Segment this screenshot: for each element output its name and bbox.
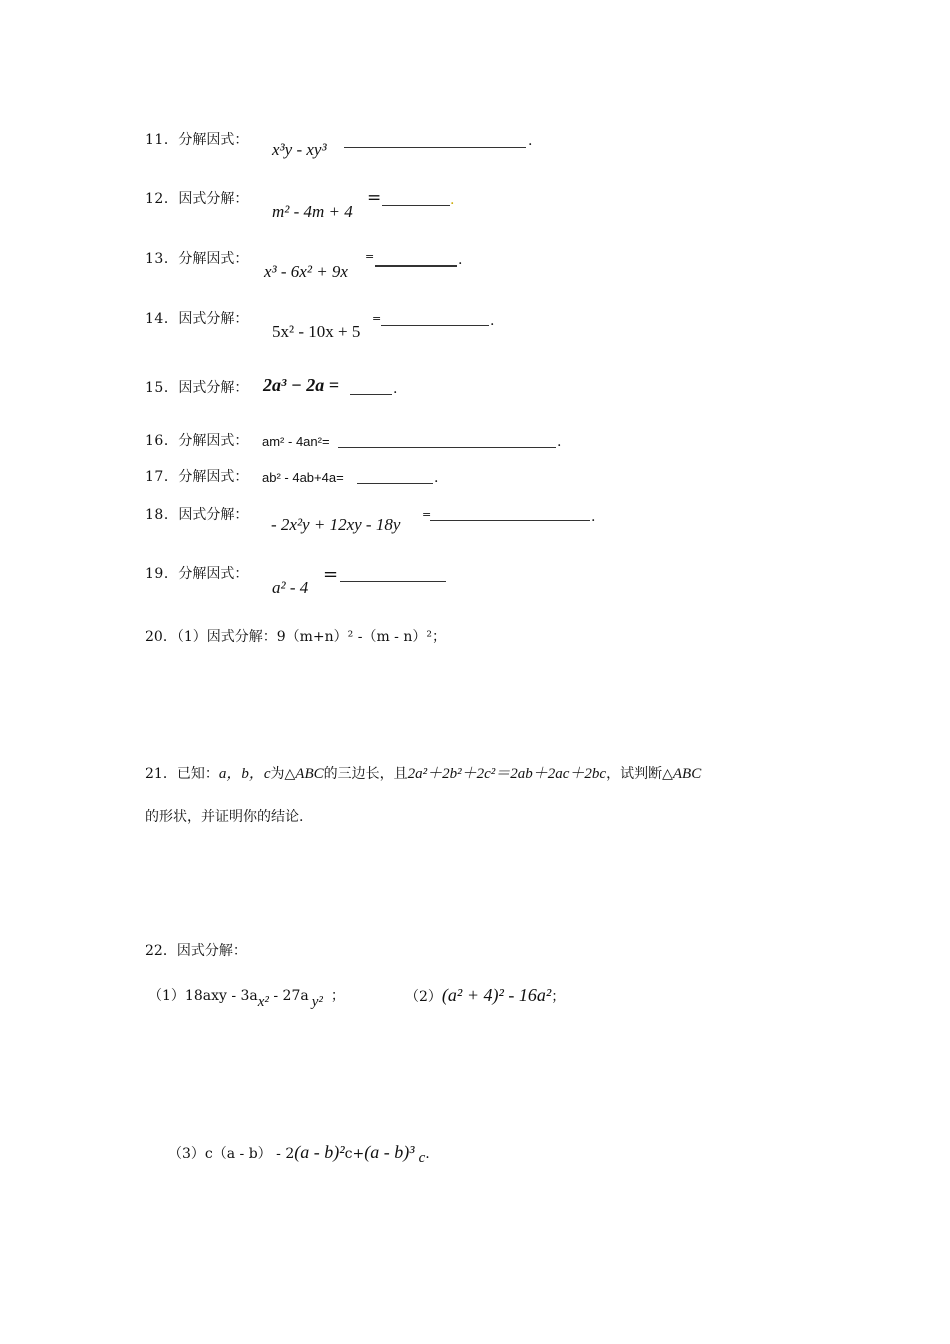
question-label: 分解因式： [178, 469, 249, 485]
q15-answer-blank[interactable] [350, 394, 392, 395]
question-label: 因式分解： [178, 507, 249, 523]
question-label: 因式分解： [178, 311, 249, 327]
q22-p3-expression1: (a - b)² [294, 1142, 345, 1162]
question-number: 15． [145, 380, 179, 396]
q11-expression: x³y - xy³ [272, 140, 327, 159]
question-label: 因式分解： [178, 380, 249, 396]
q19-expression: a² - 4 [272, 578, 309, 597]
q14-period: . [490, 313, 495, 329]
question-21-line2: 的形状，并证明你的结论. [145, 809, 304, 825]
q22-p1-x-term: x² [257, 994, 269, 1010]
q21-vars: a，b，c [218, 766, 271, 782]
question-18 [145, 508, 248, 522]
q12-expression: m² - 4m + 4 [272, 202, 353, 221]
q22-p3-mid: c+ [344, 1146, 365, 1162]
q12-period: . [450, 192, 455, 208]
q11-period: . [528, 133, 533, 149]
q22-part1 [148, 985, 345, 1010]
q12-equals: = [367, 188, 382, 208]
question-22-title: 22．因式分解： [145, 943, 247, 959]
q22-p2-prefix: （2） [405, 989, 442, 1005]
question-number: 17． [145, 469, 179, 485]
question-14 [145, 312, 248, 326]
q14-equals: = [372, 312, 382, 325]
question-number: 14． [145, 311, 179, 327]
q22-p3-c: c [418, 1150, 426, 1166]
question-number: 18． [145, 507, 179, 523]
q21-equation: 2a²＋2b²＋2c²＝2ab＋2ac＋2bc [407, 766, 607, 782]
question-number: 19． [145, 566, 179, 582]
q21-text: ，试判断△ [606, 766, 673, 782]
q22-p1-y-term: y² [311, 994, 323, 1010]
q17-period: . [434, 470, 439, 486]
q22-p2-end: ； [551, 989, 566, 1005]
question-16 [145, 434, 248, 448]
q18-answer-blank[interactable] [430, 520, 590, 521]
q16-period: . [557, 434, 562, 450]
question-label: 因式分解： [178, 191, 249, 207]
question-19 [145, 567, 248, 581]
q21-text: 为△ [270, 766, 296, 782]
q22-part3 [168, 1142, 430, 1166]
q13-expression: x³ - 6x² + 9x [264, 262, 348, 281]
q21-triangle-name: ABC [295, 766, 324, 782]
question-number: 16． [145, 433, 179, 449]
q21-prefix: 21．已知： [145, 766, 219, 782]
question-label: 分解因式： [178, 433, 249, 449]
question-label: 分解因式： [178, 566, 249, 582]
q18-equals: = [422, 508, 432, 521]
q15-period: . [393, 381, 398, 397]
q18-expression: - 2x²y + 12xy - 18y [271, 515, 401, 534]
question-number: 13． [145, 251, 179, 267]
q17-expression: ab² - 4ab+4a= [262, 470, 344, 485]
q13-equals: = [365, 250, 375, 263]
q22-p3-expression2: (a - b)³ [364, 1142, 415, 1162]
q12-answer-blank[interactable] [382, 205, 450, 206]
q11-answer-blank[interactable] [344, 147, 526, 148]
q22-p3-prefix: （3）c（a - b） - 2 [168, 1146, 295, 1162]
question-15 [145, 381, 248, 395]
question-12 [145, 192, 248, 206]
q22-p1-mid: - 27a [268, 988, 309, 1004]
q13-answer-blank[interactable] [375, 265, 457, 267]
q15-expression: 2a³ − 2a = [263, 375, 340, 395]
question-21-line1 [145, 762, 701, 783]
question-label: 分解因式： [178, 251, 249, 267]
q21-triangle-name: ABC [672, 766, 702, 782]
question-20: 20．（1）因式分解：9（m+n）² -（m - n）²； [145, 629, 446, 645]
question-number: 11． [145, 132, 179, 148]
q22-p3-end: . [425, 1146, 430, 1162]
q19-equals: = [323, 564, 339, 585]
q14-expression: 5x² - 10x + 5 [272, 322, 361, 341]
q14-answer-blank[interactable] [381, 325, 489, 326]
q22-part2 [405, 985, 565, 1006]
q21-text: 的三边长，且 [323, 766, 408, 782]
question-label: 分解因式： [178, 132, 249, 148]
question-13 [145, 252, 248, 266]
q17-answer-blank[interactable] [357, 483, 433, 484]
q13-period: . [458, 252, 463, 268]
question-17 [145, 470, 248, 484]
q19-answer-blank[interactable] [340, 581, 446, 582]
q16-answer-blank[interactable] [338, 447, 556, 448]
question-11 [145, 133, 248, 147]
q22-p2-expression: (a² + 4)² - 16a² [441, 985, 552, 1005]
q16-expression: am² - 4an²= [262, 434, 330, 449]
q18-period: . [591, 509, 596, 525]
q22-p1-prefix: （1）18axy - 3a [148, 988, 258, 1004]
q22-p1-end: ； [330, 988, 345, 1004]
question-number: 12． [145, 191, 179, 207]
